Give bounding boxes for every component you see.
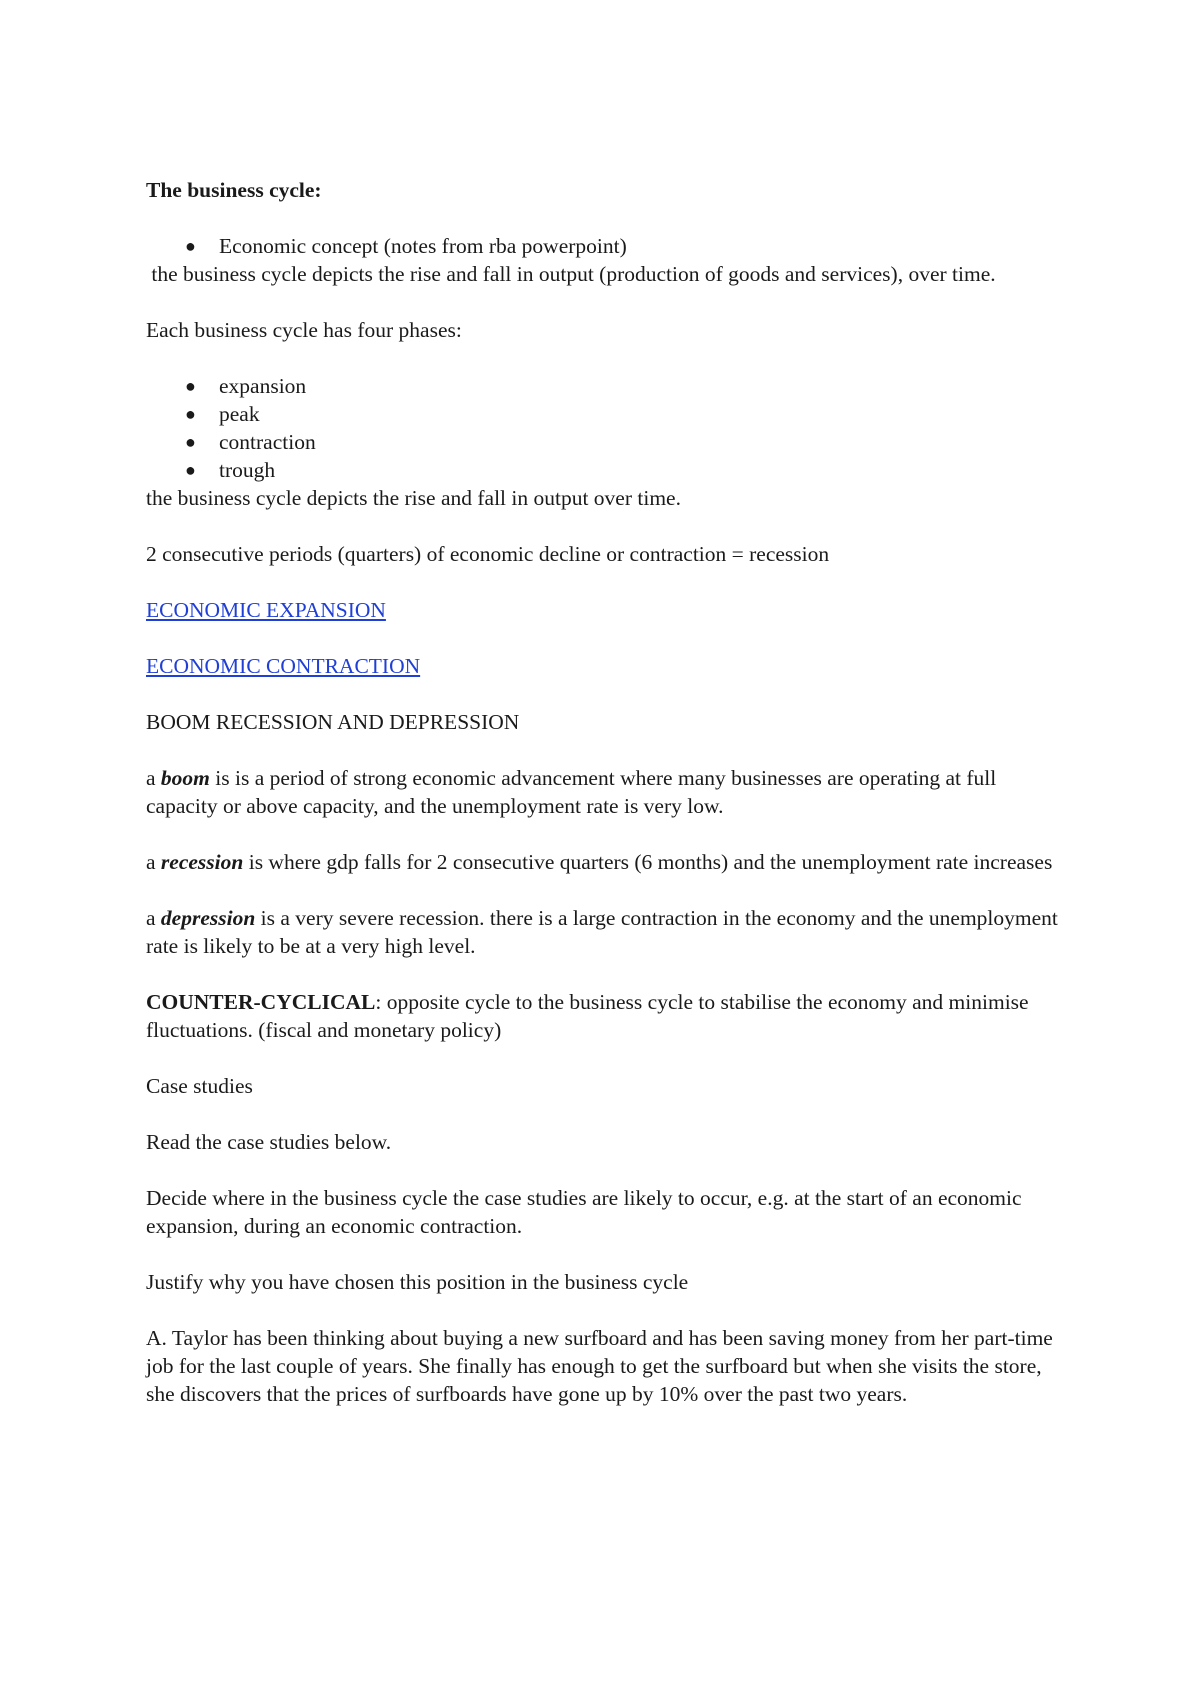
boom-prefix: a [146, 766, 161, 790]
list-item [146, 232, 1061, 260]
recession-paragraph [146, 848, 1061, 876]
counter-cyclical-paragraph [146, 988, 1061, 1044]
depression-term: depression [160, 906, 256, 930]
counter-cyclical-text: : opposite cycle to the business cycle to stabilise the economy and minimise fluctuations. (fiscal and monetary policy) [146, 990, 1029, 1042]
rise-fall-paragraph: the business cycle depicts the rise and fall in output over time. [146, 486, 681, 510]
depression-paragraph [146, 904, 1061, 960]
boom-paragraph [146, 764, 1061, 820]
justify-instruction: Justify why you have chosen this position in the business cycle [146, 1270, 689, 1294]
read-instruction: Read the case studies below. [146, 1130, 392, 1154]
intro-paragraph: the business cycle depicts the rise and fall in output (production of goods and services), over time. [146, 262, 996, 286]
case-study-a: A. Taylor has been thinking about buying a new surfboard and has been saving money from her part-time job for the last couple of years. She finally has enough to get the surfboard but when she visits the store, she discovers that the prices of surfboards have gone up by 10% over the past two years. [146, 1326, 1053, 1406]
case-studies-heading: Case studies [146, 1074, 253, 1098]
list-item-text: expansion [219, 374, 307, 398]
depression-prefix: a [146, 906, 161, 930]
bullet-icon: ● [185, 460, 196, 480]
concept-list [146, 232, 1061, 260]
boom-text: is is a period of strong economic advancement where many businesses are operating at full capacity or above capacity, and the unemployment rate is very low. [146, 766, 997, 818]
recession-prefix: a [146, 850, 161, 874]
list-item [146, 456, 1061, 484]
bullet-icon: ● [185, 404, 196, 424]
list-item [146, 372, 1061, 400]
list-item [146, 428, 1061, 456]
recession-definition-paragraph: 2 consecutive periods (quarters) of economic decline or contraction = recession [146, 542, 830, 566]
document-body [146, 176, 1061, 1408]
depression-text: is a very severe recession. there is a large contraction in the economy and the unemployment rate is likely to be at a very high level. [146, 906, 1058, 958]
decide-instruction: Decide where in the business cycle the case studies are likely to occur, e.g. at the start of an economic expansion, during an economic contraction. [146, 1186, 1022, 1238]
phases-paragraph: Each business cycle has four phases: [146, 318, 462, 342]
economic-contraction-link[interactable]: ECONOMIC CONTRACTION [146, 654, 421, 678]
list-item [146, 400, 1061, 428]
economic-expansion-link[interactable]: ECONOMIC EXPANSION [146, 598, 386, 622]
list-item-text: contraction [219, 430, 316, 454]
counter-cyclical-term: COUNTER-CYCLICAL [146, 990, 376, 1014]
bullet-icon: ● [185, 376, 196, 396]
phases-list [146, 372, 1061, 484]
boom-term: boom [160, 766, 210, 790]
bullet-icon: ● [185, 432, 196, 452]
page-title: The business cycle: [146, 178, 322, 202]
recession-text: is where gdp falls for 2 consecutive quarters (6 months) and the unemployment rate increases [243, 850, 1053, 874]
boom-recession-depression-heading: BOOM RECESSION AND DEPRESSION [146, 710, 520, 734]
list-item-text: Economic concept (notes from rba powerpoint) [219, 234, 627, 258]
bullet-icon: ● [185, 236, 196, 256]
recession-term: recession [160, 850, 244, 874]
list-item-text: trough [219, 458, 276, 482]
list-item-text: peak [219, 402, 260, 426]
